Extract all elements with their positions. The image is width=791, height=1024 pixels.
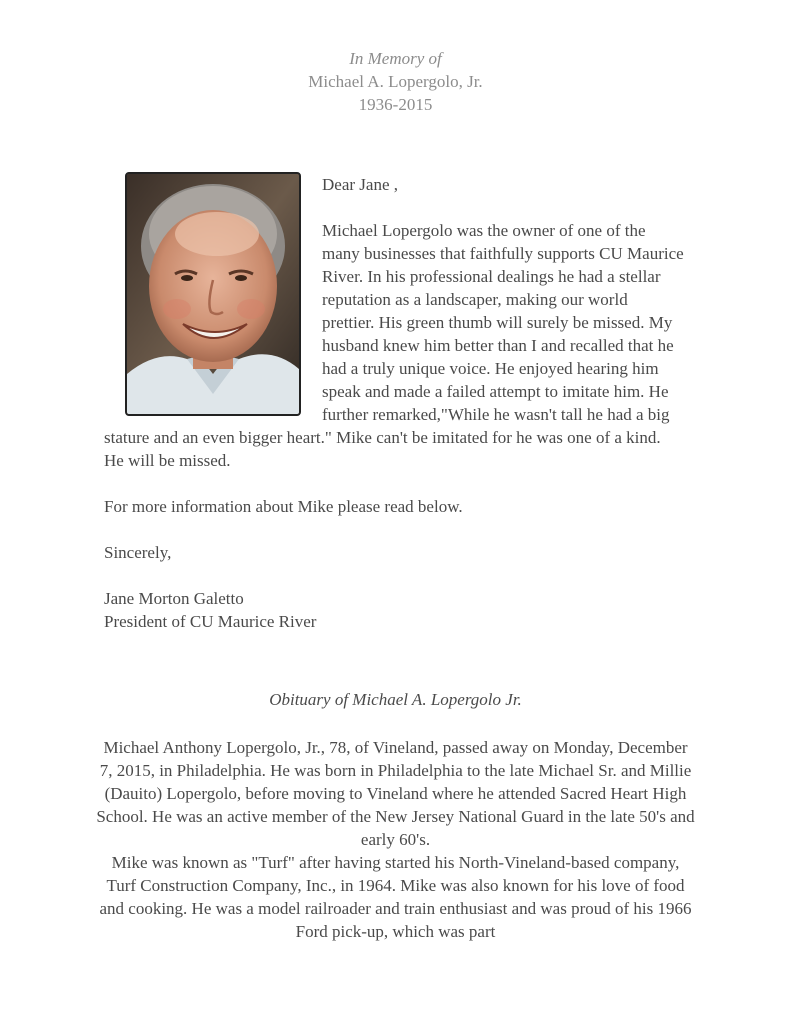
- condolence-letter: [104, 173, 684, 633]
- letter-closing: Sincerely,: [104, 543, 172, 562]
- deceased-name: Michael A. Lopergolo, Jr.: [308, 72, 483, 91]
- obituary-paragraph-1: Michael Anthony Lopergolo, Jr., 78, of Vineland, passed away on Monday, December 7, 2015, in Philadelphia. He was born in Philadelphia to the late Michael Sr. and Millie (Dauito) Lopergolo, before moving to Vineland where he attended Sacred Heart High School. He was an active member of the New Jersey National Guard in the late 50's and early 60's.: [96, 738, 695, 849]
- letter-salutation: Dear Jane ,: [322, 175, 398, 194]
- letter-body: Michael Lopergolo was the owner of one of the many businesses that faithfully supports CU Maurice River. In his professional dealings he had a stellar reputation as a landscaper, making our world prettier. His green thumb will surely be missed. My husband knew him better than I and recalled that he had a truly unique voice. He enjoyed hearing him speak and made a failed attempt to imitate him. He further remarked,"While he wasn't tall he had a big stature and an even bigger heart." Mike can't be imitated for he was one of a kind. He will be missed.: [104, 221, 684, 470]
- obituary-title: Obituary of Michael A. Lopergolo Jr.: [269, 690, 522, 709]
- obituary-paragraph-2: Mike was known as "Turf" after having started his North-Vineland-based company, Turf Construction Company, Inc., in 1964. Mike was also known for his love of food and cooking. He was a model railroader and train enthusiast and was proud of his 1966 Ford pick-up, which was part: [99, 853, 692, 941]
- signer-title: President of CU Maurice River: [104, 612, 317, 631]
- obituary-text: [95, 736, 696, 943]
- memorial-header: [0, 47, 791, 116]
- letter-more-info: For more information about Mike please read below.: [104, 497, 463, 516]
- signer-name: Jane Morton Galetto: [104, 589, 244, 608]
- life-years: 1936-2015: [358, 95, 433, 114]
- in-memory-label: In Memory of: [349, 49, 442, 68]
